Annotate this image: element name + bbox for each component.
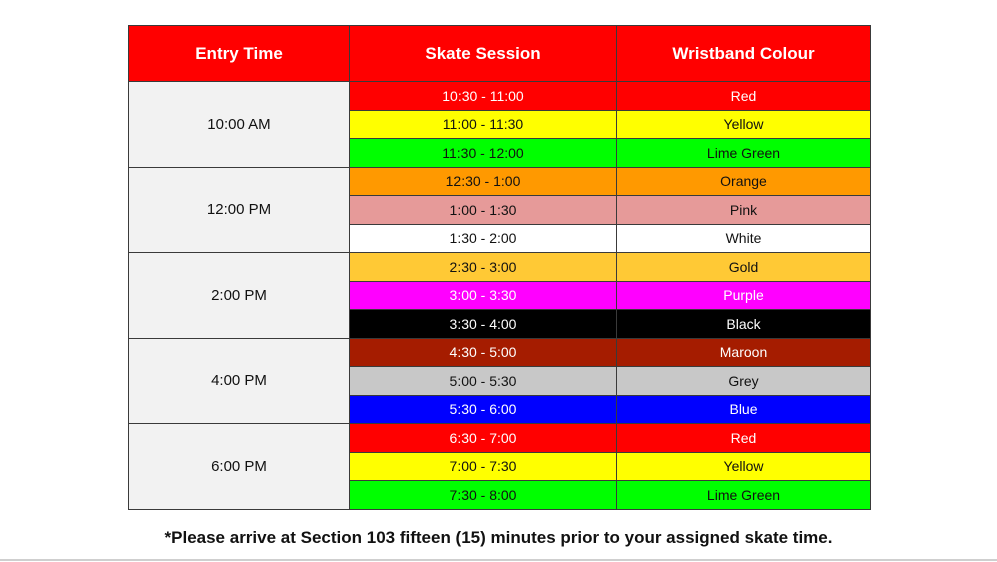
wristband-colour-cell: Pink	[617, 196, 871, 225]
header-skate-session: Skate Session	[350, 26, 617, 82]
skate-session-cell: 1:30 - 2:00	[350, 224, 617, 253]
skate-session-cell: 11:30 - 12:00	[350, 139, 617, 168]
wristband-colour-cell: Grey	[617, 367, 871, 396]
wristband-colour-cell: Red	[617, 82, 871, 111]
skate-session-cell: 3:30 - 4:00	[350, 310, 617, 339]
wristband-colour-cell: Purple	[617, 281, 871, 310]
wristband-colour-cell: Black	[617, 310, 871, 339]
wristband-colour-cell: Yellow	[617, 110, 871, 139]
skate-session-cell: 7:30 - 8:00	[350, 481, 617, 510]
wristband-colour-cell: White	[617, 224, 871, 253]
footnote: *Please arrive at Section 103 fifteen (15) minutes prior to your assigned skate time.	[164, 528, 833, 547]
skate-schedule-table	[128, 25, 871, 510]
skate-session-cell: 3:00 - 3:30	[350, 281, 617, 310]
header-entry-time: Entry Time	[129, 26, 350, 82]
skate-session-cell: 5:00 - 5:30	[350, 367, 617, 396]
entry-time-cell: 2:00 PM	[129, 253, 350, 339]
skate-session-cell: 6:30 - 7:00	[350, 424, 617, 453]
table-row	[129, 82, 871, 111]
wristband-colour-cell: Orange	[617, 167, 871, 196]
skate-session-cell: 11:00 - 11:30	[350, 110, 617, 139]
wristband-colour-cell: Lime Green	[617, 139, 871, 168]
skate-session-cell: 7:00 - 7:30	[350, 452, 617, 481]
wristband-colour-cell: Lime Green	[617, 481, 871, 510]
bottom-divider	[0, 559, 997, 561]
table-row	[129, 253, 871, 282]
header-wristband-colour: Wristband Colour	[617, 26, 871, 82]
table-body	[129, 82, 871, 510]
skate-session-cell: 12:30 - 1:00	[350, 167, 617, 196]
table-row	[129, 167, 871, 196]
table-header	[129, 26, 871, 82]
entry-time-cell: 10:00 AM	[129, 82, 350, 168]
entry-time-cell: 6:00 PM	[129, 424, 350, 510]
skate-session-cell: 5:30 - 6:00	[350, 395, 617, 424]
table-row	[129, 338, 871, 367]
wristband-colour-cell: Blue	[617, 395, 871, 424]
entry-time-cell: 12:00 PM	[129, 167, 350, 253]
entry-time-cell: 4:00 PM	[129, 338, 350, 424]
skate-session-cell: 4:30 - 5:00	[350, 338, 617, 367]
wristband-colour-cell: Maroon	[617, 338, 871, 367]
skate-session-cell: 2:30 - 3:00	[350, 253, 617, 282]
skate-session-cell: 10:30 - 11:00	[350, 82, 617, 111]
wristband-colour-cell: Yellow	[617, 452, 871, 481]
wristband-colour-cell: Gold	[617, 253, 871, 282]
skate-session-cell: 1:00 - 1:30	[350, 196, 617, 225]
wristband-colour-cell: Red	[617, 424, 871, 453]
header-row	[129, 26, 871, 82]
table-row	[129, 424, 871, 453]
